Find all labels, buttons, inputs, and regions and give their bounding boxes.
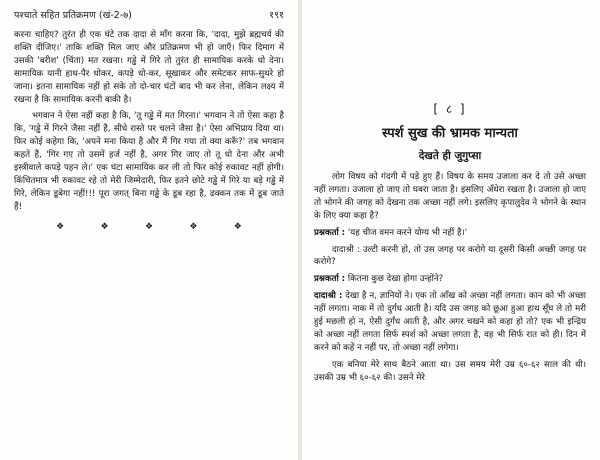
qa-text: एक बनिया मेरे साथ बैठने आता था। उस समय मेरी उम्र ६०-६२ साल की थी। उसकी उम्र भी ६०-६२ की। उसने मेरे bbox=[314, 359, 586, 383]
paragraph: करना चाहिए? तुरंत ही एक घंटे तक दादा से माँग करना कि, 'दादा, मुझे ब्रह्मचर्य की शक्ति दीजिए।' ताकि शक्ति मिल जाए और प्रतिक्रमण भी हो जाएँ। फिर दिमाग में उसकी 'बरीश' (चिंता) मत रखना। गड्ढे में गिरे तो तुरंत ही सामायिक करके धो देना। सामायिक यानी हाथ-पैर धोकर, कपड़े धो-कर, सूखाकर और समेटकर साफ-सुथरे हो जाना। इतना सामायिक नहीं हो सके तो दो-चार घंटों बाद भी कर लेना, लेकिन लक्ष्य में रखना है कि सामायिक करनी बाकी है। bbox=[14, 30, 284, 105]
running-title: पश्चाते सहित प्रतिक्रमण (खं-2-७) bbox=[14, 10, 132, 21]
qa-text: कितना कुछ देखा होगा उन्होंने? bbox=[347, 274, 444, 285]
diamond-ornament-icon: ❖ bbox=[189, 221, 198, 232]
paragraph: लोग विषय को गंदगी में पड़े हुए हैं। विषय के समय उजाला कर दे तो उसे अच्छा नहीं लगता। उजाला हो जाए तो घबरा जाता है। इसलिए अँधेरा रखता है। उजाला हो जाए तो भोगने की जगह को देखना तक अच्छा नहीं लगे। इसलिए कृपालुदेव ने भोगने के स्थान के लिए क्या कहा है? bbox=[314, 172, 586, 221]
qa-text: 'यह चीज वमन करने योग्य भी नहीं है।' bbox=[347, 227, 468, 238]
qa-entry bbox=[314, 290, 586, 355]
left-page-header bbox=[14, 8, 284, 21]
left-page bbox=[0, 0, 298, 460]
qa-entry bbox=[314, 359, 586, 385]
chapter-number: [ ८ ] bbox=[433, 102, 467, 116]
diamond-ornament-icon: ❖ bbox=[100, 221, 109, 232]
diamond-ornament-icon: ❖ bbox=[233, 221, 242, 232]
chapter-heading bbox=[314, 100, 586, 163]
page-number: १९१ bbox=[269, 10, 284, 21]
qa-entry bbox=[314, 273, 586, 286]
qa-entry bbox=[314, 244, 586, 270]
speaker-label: प्रश्नकर्ता : bbox=[314, 274, 346, 285]
speaker-label: प्रश्नकर्ता : bbox=[314, 227, 346, 238]
right-page bbox=[302, 0, 600, 460]
qa-entry bbox=[314, 227, 586, 240]
qa-text: देखा है न, ज्ञानियों ने। एक तो आँख को अच्छा नहीं लगता। कान को भी अच्छा नहीं लगता। नाक में तो दुर्गंध आती है। यदि उस जगह को छूआ हुआ हाथ सूँघ ले तो मरी हुई मछली हो न, ऐसी दुर्गंध आती है, और अगर चखने को कहा हो तो? एक भी इन्द्रिय को अच्छा नहीं लगता सिर्फ स्पर्श को अच्छा लगता है, वह भी सिर्फ रात को ही। दिन में करने को कहें न नहीं पर, तो अच्छा नहीं लगेगा। bbox=[314, 291, 586, 353]
paragraph: भगवान ने ऐसा नहीं कहा है कि, 'तू गड्ढे में मत गिरना।' भगवान ने तो ऐसा कहा है कि, 'गड्ढे में गिरने जैसा नहीं है, सीधे रास्ते पर चलने जैसा है।' ऐसा अभिप्राय दिया था। फिर कोई कहेगा कि, 'अपने मना किया है और मैं गिर गया तो क्या करूँ?' तब भगवान कहते हैं, 'गिर गए तो उसमें हर्ज नहीं है, अगर गिर जाए तो तू धो देना और अभी इस्त्रीवाले कपड़े पहन ले।' एक घंटा सामायिक कर ली तो फिर कोई रुकावट नहीं होगी। किंचितमात्र भी रुकावट रहे तो मेरी जिम्मेदारी, फिर इतने छोटे गड्ढे में गिरे या बड़े गड्ढे में गिरे, लेकिन डूबेगा नहीं!!! पूरा जगत् बिना गड्ढे के डूब रहा है, ढक्कन तक में डूब जाते हैं! bbox=[14, 111, 284, 212]
diamond-ornament-icon: ❖ bbox=[56, 221, 65, 232]
diamond-ornament-icon: ❖ bbox=[144, 221, 154, 232]
qa-text: दादाश्री : उल्टी करनी हो, तो उस जगह पर करोगे या दूसरी किसी अच्छी जगह पर करोगे? bbox=[314, 244, 586, 268]
speaker-label: दादाश्री : bbox=[314, 291, 343, 302]
section-ornaments bbox=[14, 218, 284, 236]
section-title: देखते ही जुगुप्सा bbox=[418, 150, 482, 162]
chapter-title: स्पर्श सुख की भ्रामक मान्यता bbox=[382, 126, 518, 141]
